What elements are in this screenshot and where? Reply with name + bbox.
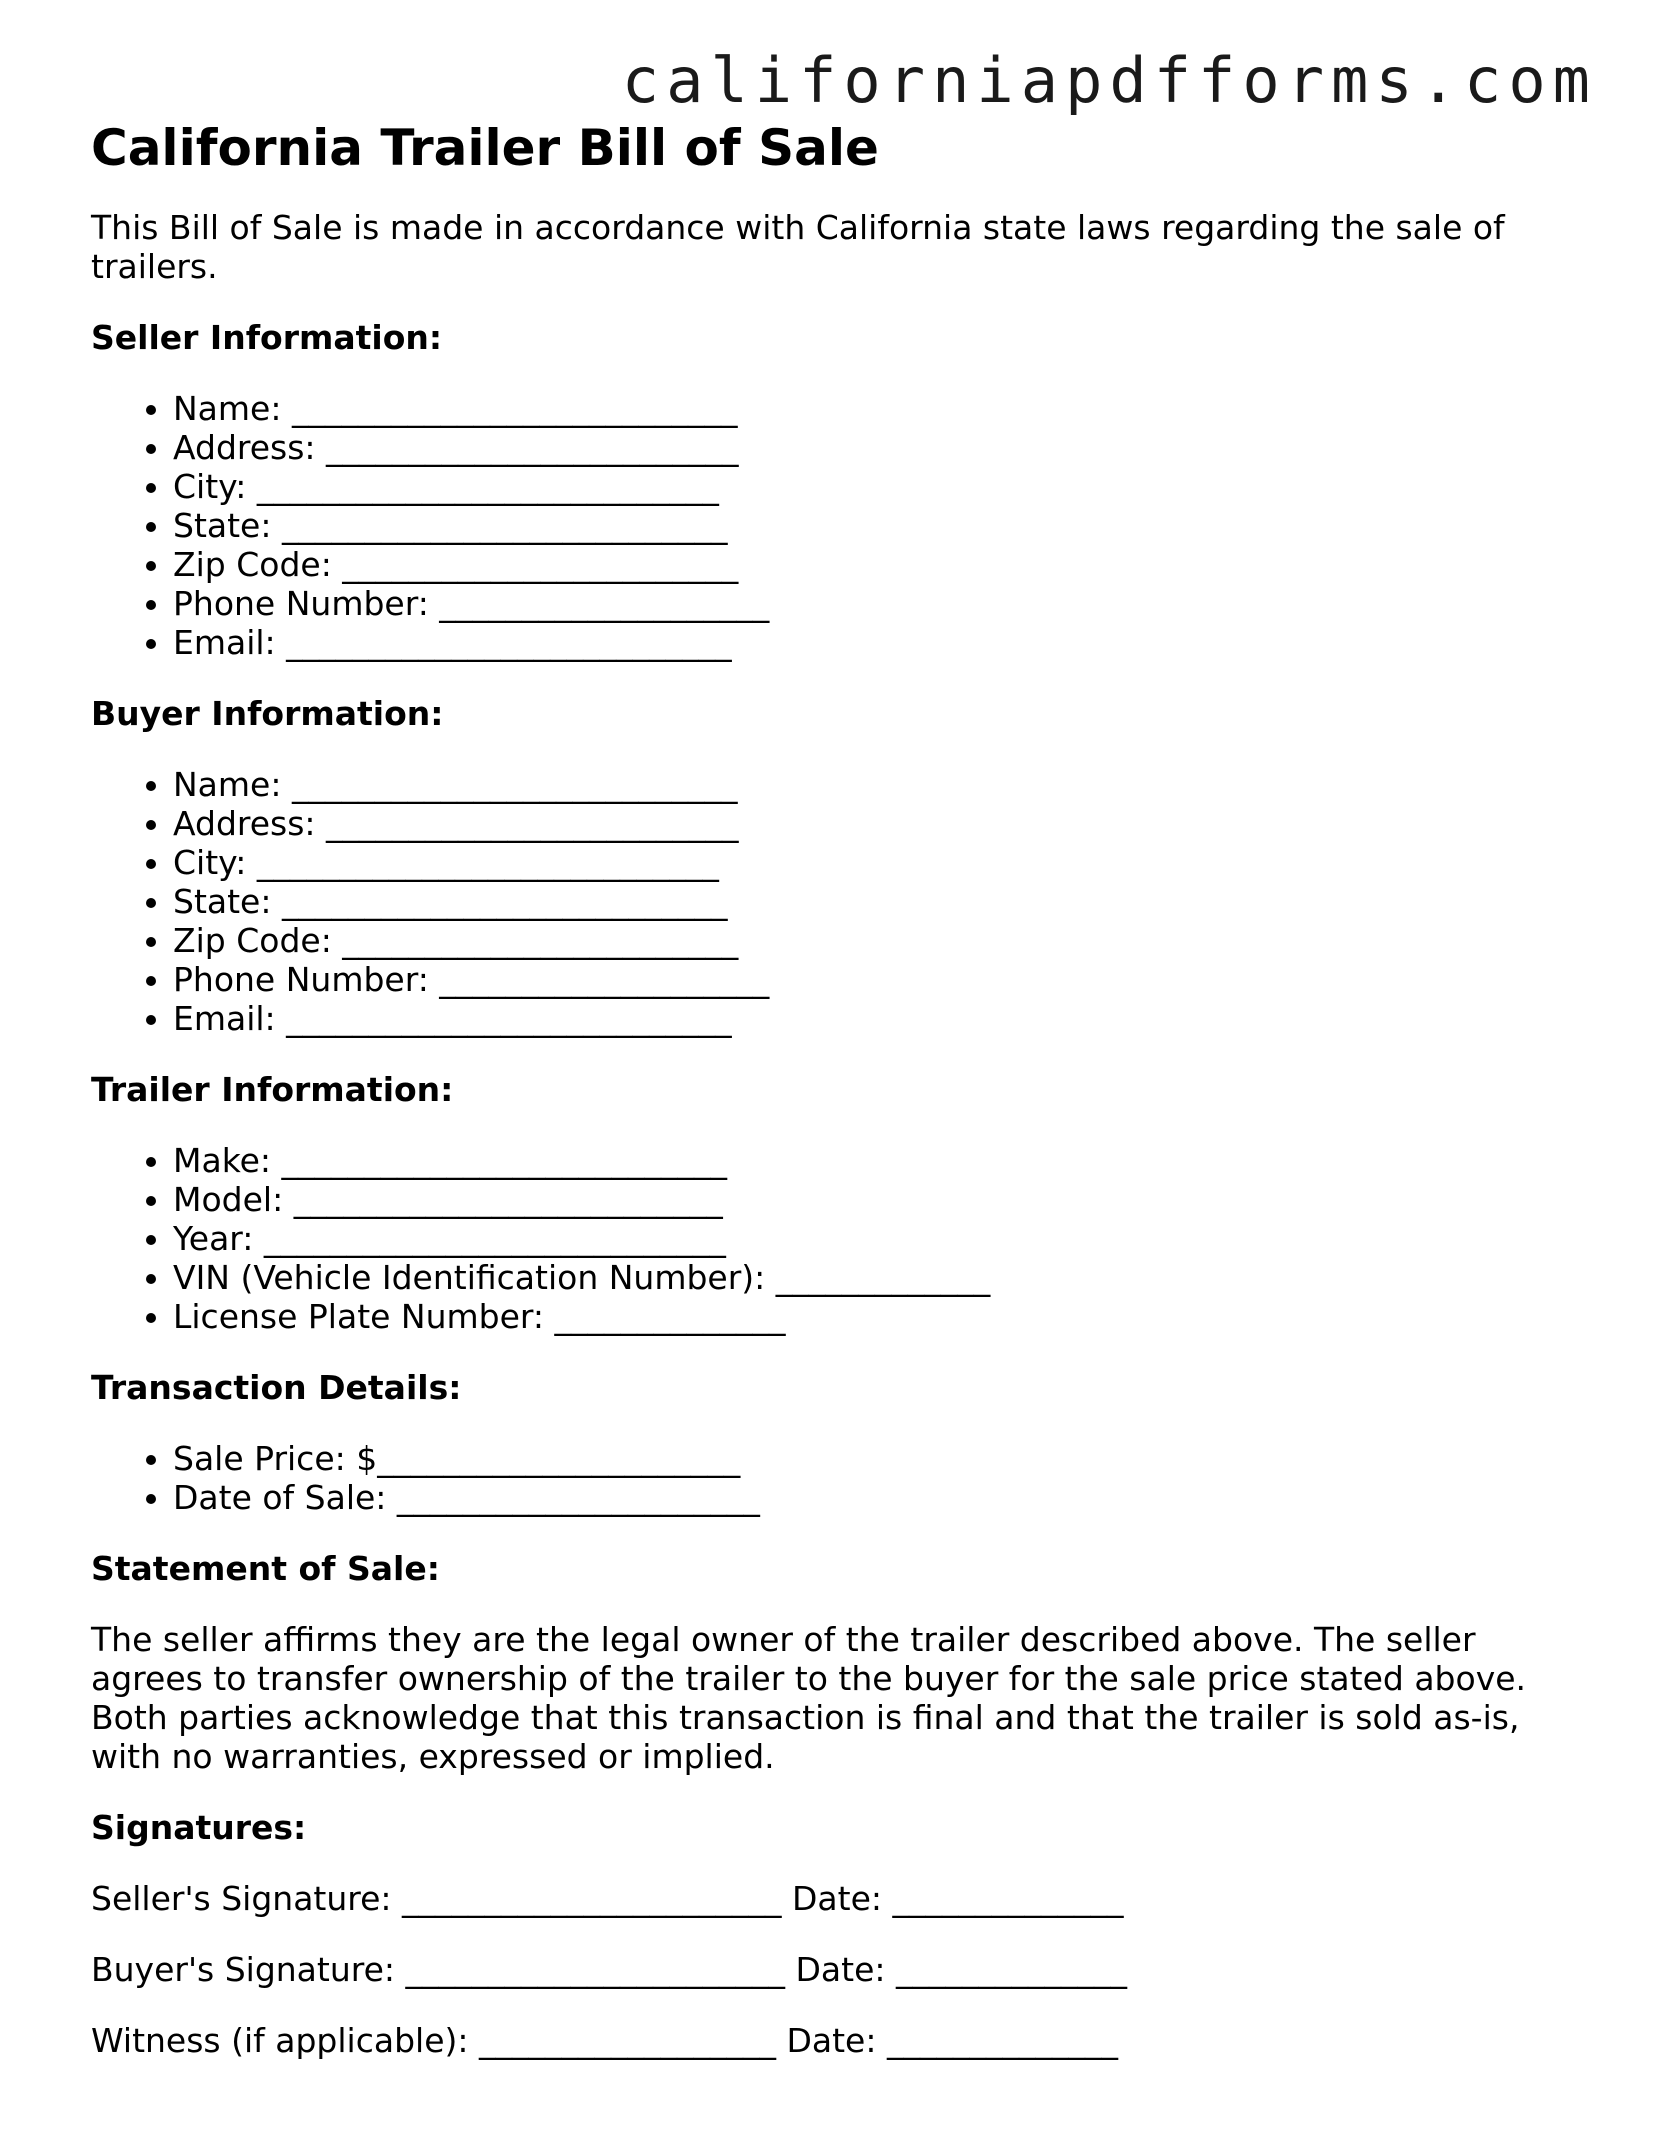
seller-signature-line[interactable]: Seller's Signature: _______________________ Date: ______________ [91,1879,1124,1918]
seller-zip-field[interactable]: • Zip Code: ________________________ [173,545,1581,584]
intro-paragraph: This Bill of Sale is made in accordance with California state laws regarding the sale of trailers. [91,208,1505,286]
trailer-vin-field[interactable]: • VIN (Vehicle Identification Number): _____________ [173,1258,1581,1297]
bill-of-sale-document [91,118,1581,2060]
trailer-year-field[interactable]: • Year: ____________________________ [173,1219,1581,1258]
trailer-section-heading: Trailer Information: [91,1070,454,1109]
trailer-fields-list [91,1141,1581,1336]
seller-phone-field[interactable]: • Phone Number: ____________________ [173,584,1581,623]
buyer-zip-field[interactable]: • Zip Code: ________________________ [173,921,1581,960]
site-watermark: californiapdfforms.com [621,44,1597,117]
transaction-section-heading: Transaction Details: [91,1368,462,1407]
trailer-plate-field[interactable]: • License Plate Number: ______________ [173,1297,1581,1336]
witness-signature-line[interactable]: Witness (if applicable): __________________ Date: ______________ [91,2021,1118,2060]
seller-address-field[interactable]: • Address: _________________________ [173,428,1581,467]
signatures-section-heading: Signatures: [91,1808,307,1847]
trailer-model-field[interactable]: • Model: __________________________ [173,1180,1581,1219]
sale-date-field[interactable]: • Date of Sale: ______________________ [173,1478,1581,1517]
seller-city-field[interactable]: • City: ____________________________ [173,467,1581,506]
buyer-name-field[interactable]: • Name: ___________________________ [173,765,1581,804]
buyer-email-field[interactable]: • Email: ___________________________ [173,999,1581,1038]
buyer-section-heading: Buyer Information: [91,694,444,733]
statement-paragraph: The seller affirms they are the legal owner of the trailer described above. The seller agrees to transfer ownership of the trailer to the buyer for the sale price stated above. Both parties acknowledge that this transaction is final and that the trailer is sold as-is, with no warranties, expressed or implied. [91,1620,1527,1776]
buyer-state-field[interactable]: • State: ___________________________ [173,882,1581,921]
buyer-address-field[interactable]: • Address: _________________________ [173,804,1581,843]
buyer-city-field[interactable]: • City: ____________________________ [173,843,1581,882]
seller-name-field[interactable]: • Name: ___________________________ [173,389,1581,428]
sale-price-field[interactable]: • Sale Price: $______________________ [173,1439,1581,1478]
buyer-fields-list [91,765,1581,1038]
statement-section-heading: Statement of Sale: [91,1549,440,1588]
seller-fields-list [91,389,1581,662]
buyer-signature-line[interactable]: Buyer's Signature: _______________________ Date: ______________ [91,1950,1127,1989]
transaction-fields-list [91,1439,1581,1517]
trailer-make-field[interactable]: • Make: ___________________________ [173,1141,1581,1180]
document-title: California Trailer Bill of Sale [91,119,879,177]
seller-section-heading: Seller Information: [91,318,443,357]
buyer-phone-field[interactable]: • Phone Number: ____________________ [173,960,1581,999]
seller-state-field[interactable]: • State: ___________________________ [173,506,1581,545]
seller-email-field[interactable]: • Email: ___________________________ [173,623,1581,662]
